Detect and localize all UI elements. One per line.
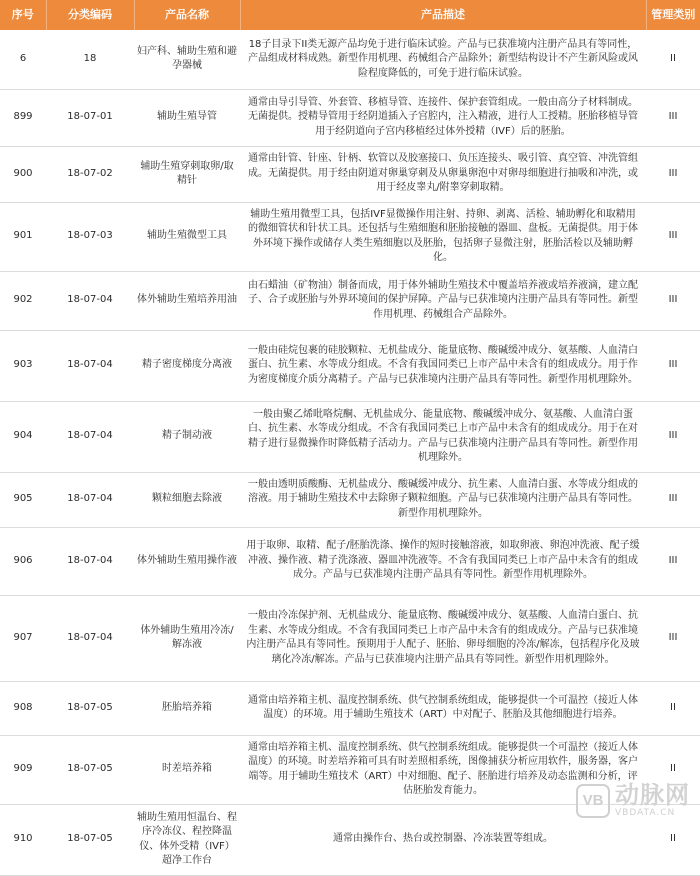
cell-name: 精子密度梯度分离液	[134, 330, 240, 401]
cell-mgmt: III	[646, 271, 700, 330]
cell-name: 妇产科、辅助生殖和避孕器械	[134, 30, 240, 89]
cell-code: 18-07-04	[46, 472, 134, 527]
cell-seq: 6	[0, 30, 46, 89]
cell-name: 辅助生殖导管	[134, 89, 240, 146]
cell-code: 18-07-05	[46, 804, 134, 875]
table-row	[0, 804, 700, 875]
cell-desc: 通常由导引导管、外套管、移植导管、连接件、保护套管组成。一般由高分子材料制成。无菌提供。授精导管用于经阴道插入子宫腔内，注入精液，进行人工授精。胚胎移植导管用于经阴道向子宫内移植经过体外授精（IVF）后的胚胎。	[240, 89, 646, 146]
cell-seq: 899	[0, 89, 46, 146]
cell-code: 18-07-05	[46, 735, 134, 804]
cell-desc: 辅助生殖用微型工具，包括IVF显微操作用注射、持卵、剥离、活检、辅助孵化和取精用的微细管状和针状工具。还包括与生殖细胞和胚胎接触的器皿、盘板。无菌提供。用于体外环境下操作或储存人类生殖细胞以及胚胎，包括卵子显微注射，胚胎活检以及辅助孵化。	[240, 202, 646, 271]
cell-seq: 905	[0, 472, 46, 527]
cell-code: 18	[46, 30, 134, 89]
cell-name: 时差培养箱	[134, 735, 240, 804]
cell-code: 18-07-05	[46, 681, 134, 735]
cell-desc: 通常由针管、针座、针柄、软管以及胶塞接口、负压连接头、吸引管、真空管、冲洗管组成。无菌提供。用于经由阴道对卵巢穿刺及从卵巢卵泡中对卵母细胞进行抽吸和冲洗，或用于经皮睾丸/附睾穿刺取精。	[240, 146, 646, 202]
cell-name: 辅助生殖微型工具	[134, 202, 240, 271]
cell-name: 胚胎培养箱	[134, 681, 240, 735]
cell-name: 颗粒细胞去除液	[134, 472, 240, 527]
table-row	[0, 527, 700, 595]
header-desc: 产品描述	[240, 0, 646, 30]
cell-desc: 一般由聚乙烯吡咯烷酮、无机盐成分、能量底物、酸碱缓冲成分、氨基酸、人血清白蛋白、抗生素、水等成分组成。不含有我国同类已上市产品中未含有的组成成分。用于在对精子进行显微操作时降低精子活动力。产品与已获准境内注册产品具有等同性。新型作用机理除外。	[240, 401, 646, 472]
cell-desc: 通常由操作台、热台或控制器、冷冻装置等组成。	[240, 804, 646, 875]
cell-code: 18-07-03	[46, 202, 134, 271]
cell-code: 18-07-04	[46, 271, 134, 330]
cell-mgmt: III	[646, 527, 700, 595]
watermark-brand-en: VBDATA.CN	[615, 808, 676, 818]
cell-code: 18-07-01	[46, 89, 134, 146]
cell-mgmt: III	[646, 146, 700, 202]
cell-desc: 用于取卵、取精、配子/胚胎洗涤、操作的短时接触溶液，如取卵液、卵泡冲洗液、配子缓冲液、操作液、精子洗涤液、器皿冲洗液等。不含有我国同类已上市产品中未含有的组成成分。产品与已获准境内注册产品具有等同性。新型作用机理除外。	[240, 527, 646, 595]
cell-name: 体外辅助生殖用冷冻/解冻液	[134, 595, 240, 681]
cell-desc: 由石蜡油（矿物油）制备而成，用于体外辅助生殖技术中覆盖培养液或培养液滴，建立配子、合子或胚胎与外界环境间的保护屏障。产品与已获准境内注册产品具有等同性。新型作用机理、药械组合产品除外。	[240, 271, 646, 330]
cell-mgmt: III	[646, 202, 700, 271]
cell-name: 体外辅助生殖培养用油	[134, 271, 240, 330]
table-row	[0, 89, 700, 146]
cell-name: 辅助生殖穿刺取卵/取精针	[134, 146, 240, 202]
cell-code: 18-07-04	[46, 595, 134, 681]
cell-name: 辅助生殖用恒温台、程序冷冻仪、程控降温仪、体外受精（IVF）超净工作台	[134, 804, 240, 875]
cell-code: 18-07-04	[46, 401, 134, 472]
cell-seq: 903	[0, 330, 46, 401]
table-row	[0, 30, 700, 89]
cell-seq: 901	[0, 202, 46, 271]
table-row	[0, 472, 700, 527]
cell-mgmt: III	[646, 330, 700, 401]
cell-desc: 一般由透明质酸酶、无机盐成分、酸碱缓冲成分、抗生素、人血清白蛋、水等成分组成的溶液。用于辅助生殖技术中去除卵子颗粒细胞。产品与已获准境内注册产品具有等同性。新型作用机理除外。	[240, 472, 646, 527]
cell-desc: 通常由培养箱主机、温度控制系统、供气控制系统组成。能够提供一个可温控（接近人体温度）的环境。时差培养箱可具有时差照相系统，图像捕获分析应用软件，服务器，客户端等。用于辅助生殖技术（ART）中对细胞、配子、胚胎进行培养及动态监测和分析，评估胚胎发育能力。	[240, 735, 646, 804]
watermark-brand-cn: 动脉网	[615, 781, 690, 809]
cell-seq: 909	[0, 735, 46, 804]
table-row	[0, 735, 700, 804]
cell-code: 18-07-04	[46, 330, 134, 401]
table-row	[0, 401, 700, 472]
cell-desc: 一般由硅烷包裹的硅胶颗粒、无机盐成分、能量底物、酸碱缓冲成分、氨基酸、人血清白蛋白、抗生素、水等成分组成。不含有我国同类已上市产品中未含有的组成成分。用于作为密度梯度介质分离精子。产品与已获准境内注册产品具有等同性。新型作用机理除外。	[240, 330, 646, 401]
table-row	[0, 146, 700, 202]
header-seq: 序号	[0, 0, 46, 30]
cell-mgmt: III	[646, 401, 700, 472]
vbdata-logo-icon: VB	[576, 784, 610, 818]
header-code: 分类编码	[46, 0, 134, 30]
table-row	[0, 271, 700, 330]
table-row	[0, 595, 700, 681]
cell-desc: 通常由培养箱主机、温度控制系统、供气控制系统组成，能够提供一个可温控（接近人体温度）的环境。用于辅助生殖技术（ART）中对配子、胚胎及其他细胞进行培养。	[240, 681, 646, 735]
cell-mgmt: III	[646, 472, 700, 527]
table-row	[0, 330, 700, 401]
cell-mgmt: II	[646, 804, 700, 875]
header-name: 产品名称	[134, 0, 240, 30]
cell-seq: 904	[0, 401, 46, 472]
cell-seq: 900	[0, 146, 46, 202]
cell-desc: 18子目录下II类无源产品均免于进行临床试验。产品与已获准境内注册产品具有等同性，产品组成材料成熟。新型作用机理、药械组合产品除外；新型结构设计不产生新风险或风险程度降低的，可免于进行临床试验。	[240, 30, 646, 89]
cell-seq: 910	[0, 804, 46, 875]
cell-mgmt: III	[646, 89, 700, 146]
cell-seq: 906	[0, 527, 46, 595]
cell-seq: 907	[0, 595, 46, 681]
table-body	[0, 30, 700, 875]
cell-mgmt: III	[646, 595, 700, 681]
cell-seq: 908	[0, 681, 46, 735]
cell-mgmt: II	[646, 735, 700, 804]
cell-mgmt: II	[646, 30, 700, 89]
cell-seq: 902	[0, 271, 46, 330]
table-row	[0, 202, 700, 271]
cell-desc: 一般由冷冻保护剂、无机盐成分、能量底物、酸碱缓冲成分、氨基酸、人血清白蛋白、抗生素、水等成分组成。不含有我国同类已上市产品中未含有的组成成分。产品与已获准境内注册产品具有等同性。预期用于人配子、胚胎、卵母细胞的冷冻/解冻，包括程序化及玻璃化冷冻/解冻。产品与已获准境内注册产品具有等同性。新型作用机理除外。	[240, 595, 646, 681]
cell-mgmt: II	[646, 681, 700, 735]
cell-name: 体外辅助生殖用操作液	[134, 527, 240, 595]
table-row	[0, 681, 700, 735]
header-mgmt: 管理类别	[646, 0, 700, 30]
cell-name: 精子制动液	[134, 401, 240, 472]
cell-code: 18-07-02	[46, 146, 134, 202]
table-header	[0, 0, 700, 30]
cell-code: 18-07-04	[46, 527, 134, 595]
